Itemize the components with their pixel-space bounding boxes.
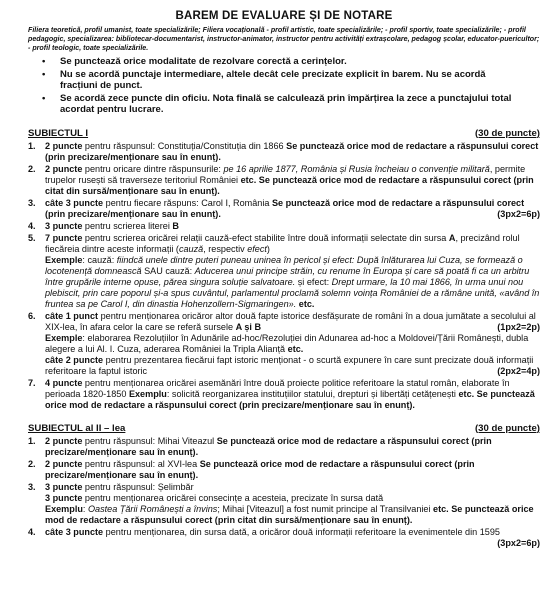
bullet-icon: • bbox=[42, 92, 46, 104]
item-1-6: 6. câte 1 punct pentru menționarea oricăror altor două fapte istorice desfășurate de români în a doua jumătate a secolului al XIX-lea, în afara celor la care se referă sursele A și B (1px2=2p) Exemple: elaborarea Rezoluțiilor în Adunările ad-hoc/Rezoluției din Adunarea ad-hoc a Moldovei/Țării Românești, dubla alegere a lui Al. I. Cuza, aderarea României la Tripla Alianță etc. câte 2 puncte pentru prezentarea fiecărui fapt istoric menționat - o scurtă expunere în care sunt precizate două informații referitoare la faptul istoric (2px2=4p) bbox=[28, 310, 540, 376]
item-1-3: 3. câte 3 puncte pentru fiecare răspuns: Carol I, România Se punctează orice mod de redactare a răspunsului corect (prin precizare/menționare sau în enunț). (3px2=6p) bbox=[28, 197, 540, 219]
section-heading-subiectul-2 bbox=[28, 423, 540, 434]
section-points: (30 de puncte) bbox=[474, 127, 540, 139]
document-page bbox=[28, 10, 540, 549]
rule-item: • Se punctează orice modalitate de rezolvare corectă a cerințelor. bbox=[42, 56, 347, 67]
score: (2px2=4p) bbox=[497, 365, 540, 376]
section-title: SUBIECTUL I bbox=[28, 127, 89, 139]
section-heading-subiectul-1 bbox=[28, 128, 540, 139]
item-2-3: 3. 3 puncte pentru răspunsul: Șelimbăr 3 puncte pentru menționarea oricărei consecințe a acesteia, precizate în sursa dată Exemplu: Oastea Țării Românești a învins; Mihai [Viteazul] a fost numit principe al Transilvaniei etc. Se punctează orice mod de redactare a răspunsului corect (prin citat din sursă/menționare sau în enunț). bbox=[28, 481, 534, 525]
item-2-1: 1. 2 puncte pentru răspunsul: Mihai Viteazul Se punctează orice mod de redactare a răspunsului corect (prin precizare/menționare sau în enunț). bbox=[28, 435, 492, 457]
score: (3px2=6p) bbox=[497, 537, 540, 548]
item-1-4: 4. 3 puncte pentru scrierea literei B bbox=[28, 220, 179, 231]
item-1-7: 7. 4 puncte pentru menționarea oricărei asemănări între două proiecte politice referitoare la statul român, elaborate în perioada 1820-1850 Exemplu: solicită reorganizarea instituțiilor statului, drepturi și libertăți cetățenești etc. Se punctează orice mod de redactare a răspunsului corect (prin precizare/menționare sau în enunț). bbox=[28, 377, 535, 410]
section-points: (30 de puncte) bbox=[474, 422, 540, 434]
filiera-text: Filiera teoretică, profil umanist, toate specializările; Filiera vocațională - profil artistic, toate specializările; - profil sportiv, toate specializările; - profil pedagogic, specializarea: bibliotecar-documentarist, instructor-animator, instructor pentru activități extrașcolare, pedagog școlar, educator-puericultor; - profil teologic, toate specializările. bbox=[28, 26, 540, 52]
rule-item: • Nu se acordă punctaje intermediare, altele decât cele precizate explicit în barem. Nu se acordă fracțiuni de punct. bbox=[42, 68, 486, 91]
rule-item: • Se acordă zece puncte din oficiu. Nota finală se calculează prin împărțirea la zece a punctajului total acordat pentru lucrare. bbox=[42, 92, 512, 115]
document-title: BAREM DE EVALUARE ȘI DE NOTARE bbox=[175, 10, 393, 22]
section-title: SUBIECTUL al II – lea bbox=[28, 422, 126, 434]
item-1-2: 2. 2 puncte pentru oricare dintre răspunsurile: pe 16 aprilie 1877, România și Rusia încheiau o convenție militară, permite trupelor rusești să traverseze teritoriul României etc. Se punctează orice mod de redactare a răspunsului corect (prin citat din sursă/menționare sau în enunț). bbox=[28, 163, 534, 196]
score: (1px2=2p) bbox=[497, 321, 540, 332]
item-2-4: 4. câte 3 puncte pentru menționarea, din sursa dată, a oricăror două informații referitoare la evenimentele din 1595 (3px2=6p) bbox=[28, 526, 540, 548]
bullet-icon: • bbox=[42, 68, 46, 80]
item-2-2: 2. 2 puncte pentru răspunsul: al XVI-lea Se punctează orice mod de redactare a răspunsului corect (prin precizare/menționare sau în enunț). bbox=[28, 458, 475, 480]
bullet-icon: • bbox=[42, 56, 46, 67]
score: (3px2=6p) bbox=[497, 208, 540, 219]
item-1-1: 1. 2 puncte pentru răspunsul: Constituția/Constituția din 1866 Se punctează orice mod de redactare a răspunsului corect (prin precizare/menționare sau în enunț). bbox=[28, 140, 539, 162]
general-rules bbox=[42, 56, 540, 116]
item-1-5: 5. 7 puncte pentru scrierea oricărei relații cauză-efect stabilite între două informații selectate din sursa A, precizând rolul fiecăreia dintre aceste informații (cauză, respectiv efect) Exemple: cauză: fiindcă unele dintre puteri puneau uninea în pericol și efect: După înlăturarea lui Cuza, se formează o locotenență domnească SAU cauză: Aducerea unui principe străin, cu renume în Europa și care să poată fi ca un arbitru între grupările interne opuse, părea singura soluție salvatoare. și efect: Drept urmare, la 10 mai 1866, în urma unui nou plebiscit, prin care poporul și-a spus cuvântul, parlamentul proclamă solemn voința României de a rămâne unită, «având în fruntea sa pe Carol I, din dinastia Hohenzollern-Sigmaringen». etc. bbox=[28, 232, 540, 309]
